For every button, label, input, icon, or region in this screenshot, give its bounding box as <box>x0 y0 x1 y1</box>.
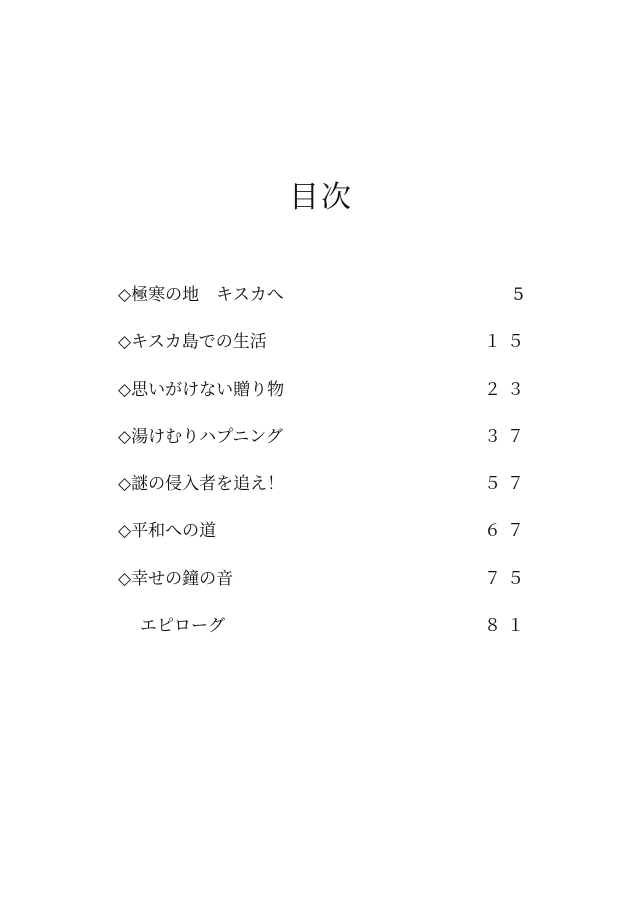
toc-entry <box>118 422 530 469</box>
toc-entry-title: ◇極寒の地 キスカへ <box>118 285 284 305</box>
toc-entry-title: ◇平和への道 <box>118 521 217 542</box>
toc-entry-title: ◇湯けむりハプニング <box>118 426 283 447</box>
table-of-contents <box>118 280 530 658</box>
toc-entry <box>118 469 530 516</box>
toc-entry-title: ◇キスカ島での生活 <box>118 332 267 353</box>
toc-entry-title: ◇謎の侵入者を追え！ <box>118 474 285 495</box>
toc-entry <box>118 516 530 563</box>
toc-entry-page: ５７ <box>484 474 530 495</box>
toc-entry-title: ◇思いがけない贈り物 <box>118 379 285 400</box>
toc-entry <box>118 611 530 658</box>
page-title: 目次 <box>289 180 353 215</box>
toc-entry-page: 5 <box>513 285 530 305</box>
toc-entry <box>118 280 530 327</box>
toc-entry-page: ７５ <box>484 568 530 589</box>
toc-entry-title: ◇幸せの鐘の音 <box>118 568 234 589</box>
toc-entry-page: ８１ <box>484 616 530 637</box>
toc-entry-page: ３７ <box>484 426 530 447</box>
toc-entry <box>118 327 530 374</box>
toc-entry-page: ６７ <box>484 521 530 542</box>
toc-entry-title: エピローグ <box>140 616 225 637</box>
toc-entry-page: ２３ <box>484 379 530 400</box>
toc-entry <box>118 564 530 611</box>
toc-entry-page: １５ <box>484 332 530 353</box>
toc-entry <box>118 375 530 422</box>
